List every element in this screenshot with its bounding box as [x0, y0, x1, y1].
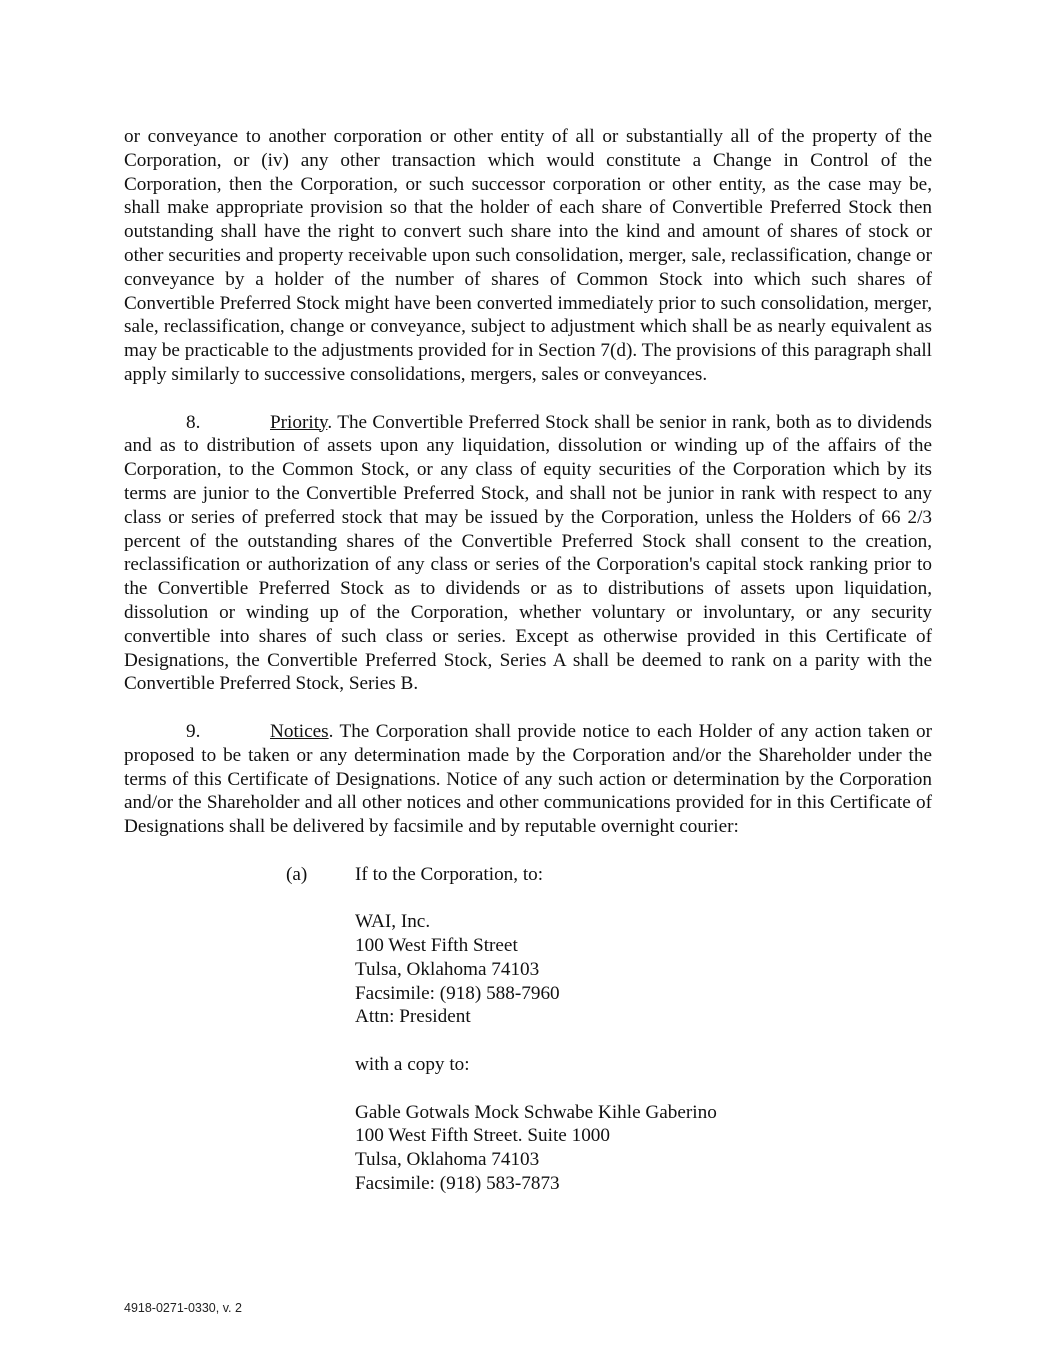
copy-address: [355, 1101, 932, 1196]
corporation-name: WAI, Inc.: [355, 911, 431, 933]
section-8-paragraph: [124, 411, 932, 697]
document-id-footer: 4918-0271-0330, v. 2: [124, 1301, 242, 1315]
copy-fax: Facsimile: (918) 583-7873: [355, 1173, 560, 1195]
continuation-paragraph: or conveyance to another corporation or other entity of all or substantially all of the property of the Corporation, or (iv) any other transaction which would constitute a Change in Control of the Corporation, then the Corporation, or such successor corporation or other entity, as the case may be, shall make appropriate provision so that the holder of each share of Convertible Preferred Stock then outstanding shall have the right to convert such share into the kind and amount of shares of stock or other securities and property receivable upon such consolidation, merger, sale, reclassification, change or conveyance by a holder of the number of shares of Common Stock into which such shares of Convertible Preferred Stock might have been converted immediately prior to such consolidation, merger, sale, reclassification, change or conveyance, subject to adjustment which shall be as nearly equivalent as may be practicable to the adjustments provided for in Section 7(d). The provisions of this paragraph shall apply similarly to successive consolidations, mergers, sales or conveyances.: [124, 126, 932, 385]
notice-recipients: [124, 863, 932, 1196]
section-8-number: 8.: [186, 411, 201, 433]
section-9-text: . The Corporation shall provide notice to each Holder of any action taken or proposed to be taken or any determination made by the Corporation and/or the Shareholder under the terms of this Certificate of Designations. Notice of any such action or determination by the Corporation and/or the Shareholder and all other notices and other communications provided for in this Certificate of Designations shall be delivered by facsimile and by reputable overnight courier:: [124, 720, 932, 838]
notice-item-a-text: If to the Corporation, to:: [355, 863, 544, 885]
section-8-text: . The Convertible Preferred Stock shall be senior in rank, both as to dividends and as to distribution of assets upon any liquidation, dissolution or winding up of the affairs of the Corporation, to the Common Stock, or any class of equity securities of the Corporation which by its terms are junior to the Convertible Preferred Stock, and shall not be junior in rank with respect to any class or series of preferred stock that may be issued by the Corporation, unless the Holders of 66 2/3 percent of the outstanding shares of the Convertible Preferred Stock shall consent to the creation, reclassification or authorization of any class or series of the Corporation's capital stock ranking prior to the Convertible Preferred Stock as to dividends or as to distributions of assets upon liquidation, dissolution or winding up of the Corporation, whether voluntary or involuntary, or any security convertible into shares of such class or series. Except as otherwise provided in this Certificate of Designations, the Convertible Preferred Stock, Series A shall be deemed to rank on a parity with the Convertible Preferred Stock, Series B.: [124, 411, 932, 695]
corporation-address: [355, 910, 932, 1029]
section-8-caption: Priority: [270, 411, 328, 433]
copy-firm-name: Gable Gotwals Mock Schwabe Kihle Gaberino: [355, 1101, 717, 1123]
notice-item-a: [124, 863, 932, 887]
copy-city: Tulsa, Oklahoma 74103: [355, 1149, 540, 1171]
notice-item-a-label: (a): [286, 863, 308, 885]
section-9-paragraph: [124, 720, 932, 839]
section-9-caption: Notices: [270, 720, 329, 742]
corporation-fax: Facsimile: (918) 588-7960: [355, 982, 560, 1004]
corporation-street: 100 West Fifth Street: [355, 935, 518, 957]
section-9-number: 9.: [186, 720, 201, 742]
corporation-city: Tulsa, Oklahoma 74103: [355, 958, 540, 980]
copy-street: 100 West Fifth Street. Suite 1000: [355, 1125, 610, 1147]
document-page: [124, 125, 932, 1196]
copy-to-label: with a copy to:: [355, 1054, 470, 1076]
corporation-attn: Attn: President: [355, 1006, 471, 1028]
